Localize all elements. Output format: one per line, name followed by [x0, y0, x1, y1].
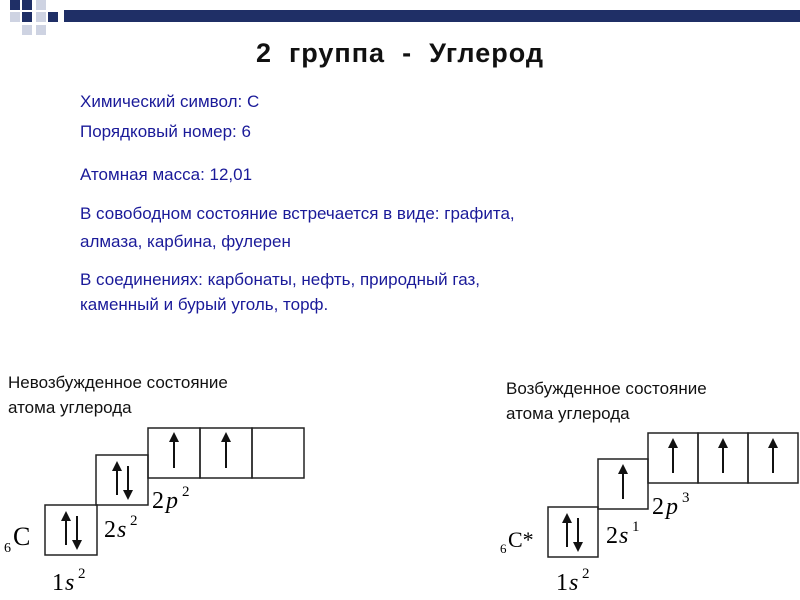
element-symbol: C*	[508, 527, 534, 552]
label-2s-number: 2	[104, 517, 116, 543]
ground-caption-line1: Невозбужденное состояние	[8, 373, 228, 392]
element-subscript: 6	[4, 541, 11, 556]
label-2s-letter: s	[117, 517, 127, 543]
excited-caption-line2: атома углерода	[506, 404, 630, 423]
label-1s-letter: s	[65, 570, 75, 596]
label-2p-number: 2	[152, 488, 164, 514]
label-2s-letter: s	[619, 523, 629, 549]
info-number: Порядковый номер: 6	[80, 122, 251, 141]
label-1s-letter: s	[569, 570, 579, 596]
orbital-box-1s	[45, 505, 97, 555]
label-1s-number: 1	[556, 570, 568, 596]
label-2s-superscript: 2	[130, 513, 138, 529]
label-2p-number: 2	[652, 494, 664, 520]
label-2p-superscript: 2	[182, 484, 190, 500]
slide-title: 2 группа - Углерод	[256, 38, 544, 68]
label-2p-superscript: 3	[682, 490, 690, 506]
orbital-box-2s	[96, 455, 148, 505]
label-2s-superscript: 1	[632, 519, 640, 535]
label-2p-letter: p	[666, 494, 678, 520]
label-1s-superscript: 2	[582, 566, 590, 582]
info-compounds-line1: В соединениях: карбонаты, нефть, природный газ,	[80, 270, 481, 289]
info-mass: Атомная масса: 12,01	[80, 165, 253, 184]
label-1s-number: 1	[52, 570, 64, 596]
label-2p-letter: p	[166, 488, 178, 514]
ground-state-diagram	[4, 428, 304, 596]
orbital-box-2p	[252, 428, 304, 478]
info-symbol: Химический символ: С	[80, 92, 260, 111]
element-symbol: C	[13, 522, 31, 551]
info-free-state-line2: алмаза, карбина, фулерен	[80, 232, 291, 251]
ground-caption-line2: атома углерода	[8, 398, 132, 417]
excited-state-diagram	[500, 433, 798, 596]
orbital-box-1s	[548, 507, 598, 557]
excited-caption-line1: Возбужденное состояние	[506, 379, 707, 398]
info-compounds-line2: каменный и бурый уголь, торф.	[80, 295, 329, 314]
label-1s-superscript: 2	[78, 566, 86, 582]
info-free-state-line1: В совободном состояние встречается в виде: графита,	[80, 204, 515, 223]
element-subscript: 6	[500, 541, 507, 556]
label-2s-number: 2	[606, 523, 618, 549]
